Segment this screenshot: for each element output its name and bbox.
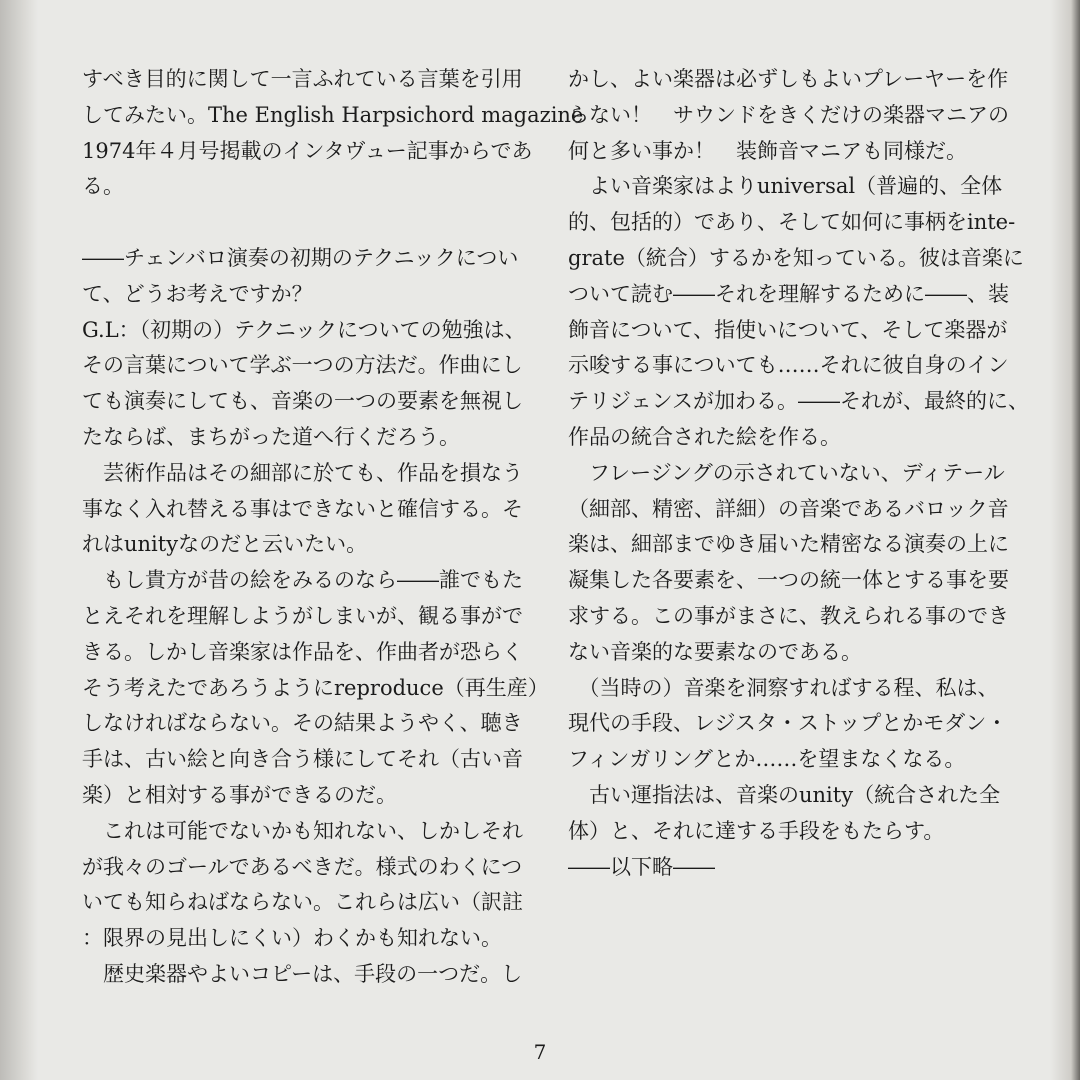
page-edge-shadow (1050, 0, 1080, 1080)
text-line (82, 205, 537, 241)
text-line: 古い運指法は、音楽のunity（統合された全 (568, 782, 1001, 807)
text-line: 体）と、それに達する手段をもたらす。 (568, 818, 945, 843)
right-text-column (568, 62, 1030, 885)
text-line: 楽は、細部までゆき届いた精密なる演奏の上に (568, 532, 1009, 557)
text-line: すべき目的に関して一言ふれている言葉を引用 (82, 67, 523, 91)
text-line: 飾音について、指使いについて、そして楽器が (568, 317, 1008, 342)
text-line: してみたい。The English Harpsichord magazine (82, 102, 584, 127)
text-line: 現代の手段、レジスタ・ストップとかモダン・ (568, 711, 1008, 736)
text-line: そう考えたであろうようにreproduce（再生産） (82, 675, 549, 700)
text-line: テリジェンスが加わる。――それが、最終的に、 (568, 389, 1029, 414)
text-line: とえそれを理解しようがしまいが、観る事がで (82, 603, 523, 628)
text-line: 芸術作品はその細部に於ても、作品を損なう (82, 460, 523, 485)
text-line: よい音楽家はよりuniversal（普遍的、全体 (568, 174, 1003, 199)
text-line: ――以下略―― (568, 854, 715, 879)
text-line: る。 (82, 174, 124, 199)
text-line: その言葉について学ぶ一つの方法だ。作曲にし (82, 353, 523, 378)
text-line: これは可能でないかも知れない、しかしそれ (82, 818, 523, 843)
text-line: ても演奏にしても、音楽の一つの要素を無視し (82, 389, 523, 414)
text-line: 手は、古い絵と向き合う様にしてそれ（古い音 (82, 747, 523, 772)
text-line: （細部、精密、詳細）の音楽であるバロック音 (568, 496, 1009, 521)
text-line: 凝集した各要素を、一つの統一体とする事を要 (568, 568, 1009, 593)
text-line: て、どうお考えですか？ (82, 281, 313, 306)
text-line: ――チェンバロ演奏の初期のテクニックについ (82, 245, 519, 270)
text-line: しなければならない。その結果ようやく、聴き (82, 711, 523, 736)
text-line: 事なく入れ替える事はできないと確信する。そ (82, 496, 523, 521)
text-line: たならば、まちがった道へ行くだろう。 (82, 424, 460, 449)
text-line: 的、包括的）であり、そして如何に事柄をinte- (568, 210, 1016, 235)
text-line: 歴史楽器やよいコピーは、手段の一つだ。し (82, 961, 523, 986)
text-line: もし貴方が昔の絵をみるのなら――誰でもた (82, 568, 523, 593)
text-line: 1974年４月号掲載のインタヴュー記事からであ (82, 138, 533, 163)
text-line: いても知らねばならない。これらは広い（訳註 (82, 890, 523, 915)
text-line: らない！ サウンドをきくだけの楽器マニアの (568, 102, 1009, 127)
left-text-column (82, 62, 584, 993)
text-line: れはunityなのだと云いたい。 (82, 532, 368, 557)
text-line: 何と多い事か！ 装飾音マニアも同様だ。 (568, 138, 967, 163)
text-line: grate（統合）するかを知っている。彼は音楽に (568, 245, 1024, 270)
text-line: きる。しかし音楽家は作品を、作曲者が恐らく (82, 639, 523, 664)
text-line: ：限界の見出しにくい）わくかも知れない。 (82, 926, 502, 951)
text-line: （当時の）音楽を洞察すればする程、私は、 (568, 675, 999, 700)
text-line: 作品の統合された絵を作る。 (568, 424, 841, 449)
text-line: 楽）と相対する事ができるのだ。 (82, 782, 397, 807)
page-gutter-shadow (0, 0, 38, 1080)
text-line: かし、よい楽器は必ずしもよいプレーヤーを作 (568, 67, 1009, 91)
text-line: G.L：（初期の）テクニックについての勉強は、 (82, 317, 526, 342)
text-line: 求する。この事がまさに、教えられる事のでき (568, 603, 1009, 628)
text-line: が我々のゴールであるべきだ。様式のわくにつ (82, 854, 523, 879)
text-line: ない音楽的な要素なのである。 (568, 639, 862, 664)
page-number: 7 (533, 1040, 547, 1064)
text-line: フレージングの示されていない、ディテール (568, 460, 1005, 485)
text-line: ついて読む――それを理解するために――、装 (568, 281, 1009, 306)
text-line: 示唆する事についても……それに彼自身のイン (568, 353, 1009, 378)
text-line: フィンガリングとか……を望まなくなる。 (568, 747, 966, 772)
